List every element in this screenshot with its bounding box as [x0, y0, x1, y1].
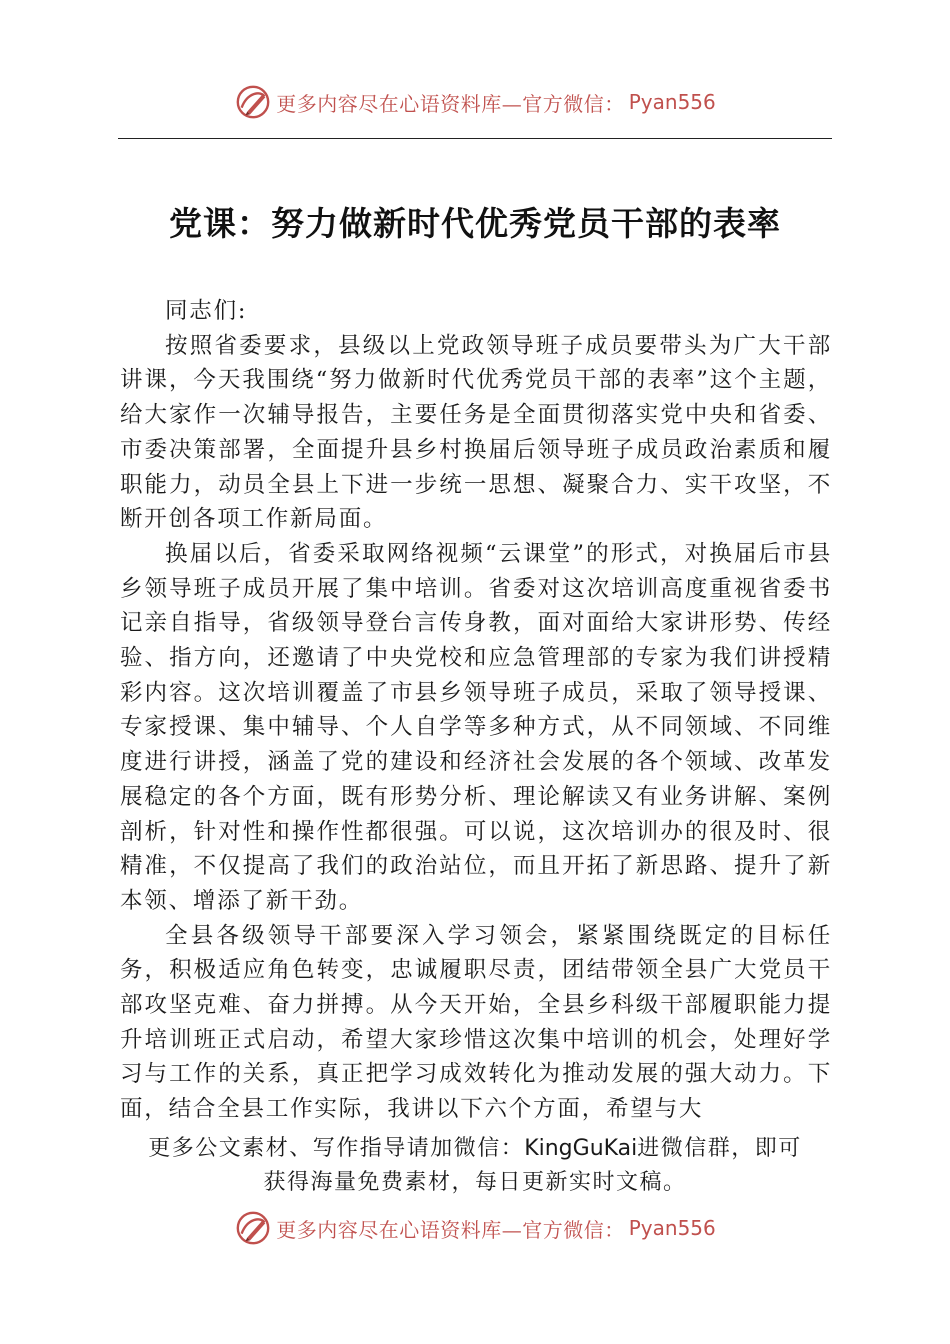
promo-suffix: 进微信群，即可 [637, 1136, 802, 1161]
promo-notice [110, 1132, 840, 1200]
promo-line-2: 获得海量免费素材，每日更新实时文稿。 [263, 1170, 687, 1195]
footer-brand-text: 更多内容尽在心语资料库—官方微信： [276, 1217, 625, 1242]
pen-swirl-logo-icon [234, 1209, 272, 1247]
page-header [0, 80, 950, 124]
pen-swirl-logo-icon [234, 83, 272, 121]
document-body [120, 294, 832, 1127]
paragraph-1: 按照省委要求，县级以上党政领导班子成员要带头为广大干部讲课，今天我围绕“努力做新时代优秀党员干部的表率”这个主题，给大家作一次辅导报告，主要任务是全面贯彻落实党中央和省委、市委决策部署，全面提升县乡村换届后领导班子成员政治素质和履职能力，动员全县上下进一步统一思想、凝聚合力、实干攻坚，不断开创各项工作新局面。 [120, 332, 832, 533]
paragraph-2: 换届以后，省委采取网络视频“云课堂”的形式，对换届后市县乡领导班子成员开展了集中培训。省委对这次培训高度重视省委书记亲自指导，省级领导登台言传身教，面对面给大家讲形势、传经验、指方向，还邀请了中央党校和应急管理部的专家为我们讲授精彩内容。这次培训覆盖了市县乡领导班子成员，采取了领导授课、专家授课、集中辅导、个人自学等多种方式，从不同领域、不同维度进行讲授，涵盖了党的建设和经济社会发展的各个领域、改革发展稳定的各个方面，既有形势分析、理论解读又有业务讲解、案例剖析，针对性和操作性都很强。可以说，这次培训办的很及时、很精准，不仅提高了我们的政治站位，而且开拓了新思路、提升了新本领、增添了新干劲。 [120, 540, 832, 914]
brand-text: 更多内容尽在心语资料库—官方微信： [276, 91, 625, 116]
page-title: 党课：努力做新时代优秀党员干部的表率 [169, 204, 781, 243]
footer-brand-wechat-id: Pyan556 [628, 1216, 716, 1240]
footer-brand-watermark [234, 1209, 716, 1247]
promo-line-1 [110, 1132, 840, 1166]
brand-watermark [234, 83, 716, 121]
brand-wechat-id: Pyan556 [628, 90, 716, 114]
greeting: 同志们: [165, 298, 248, 324]
paragraph-3: 全县各级领导干部要深入学习领会，紧紧围绕既定的目标任务，积极适应角色转变，忠诚履职尽责，团结带领全县广大党员干部攻坚克难、奋力拼搏。从今天开始，全县乡科级干部履职能力提升培训班正式启动，希望大家珍惜这次集中培训的机会，处理好学习与工作的关系，真正把学习成效转化为推动发展的强大动力。下面，结合全县工作实际，我讲以下六个方面，希望与大 [120, 922, 832, 1123]
header-divider [118, 138, 832, 139]
promo-wechat-id: KingGuKai [524, 1136, 638, 1161]
promo-prefix: 更多公文素材、写作指导请加微信： [148, 1136, 525, 1161]
page-footer [0, 1206, 950, 1250]
